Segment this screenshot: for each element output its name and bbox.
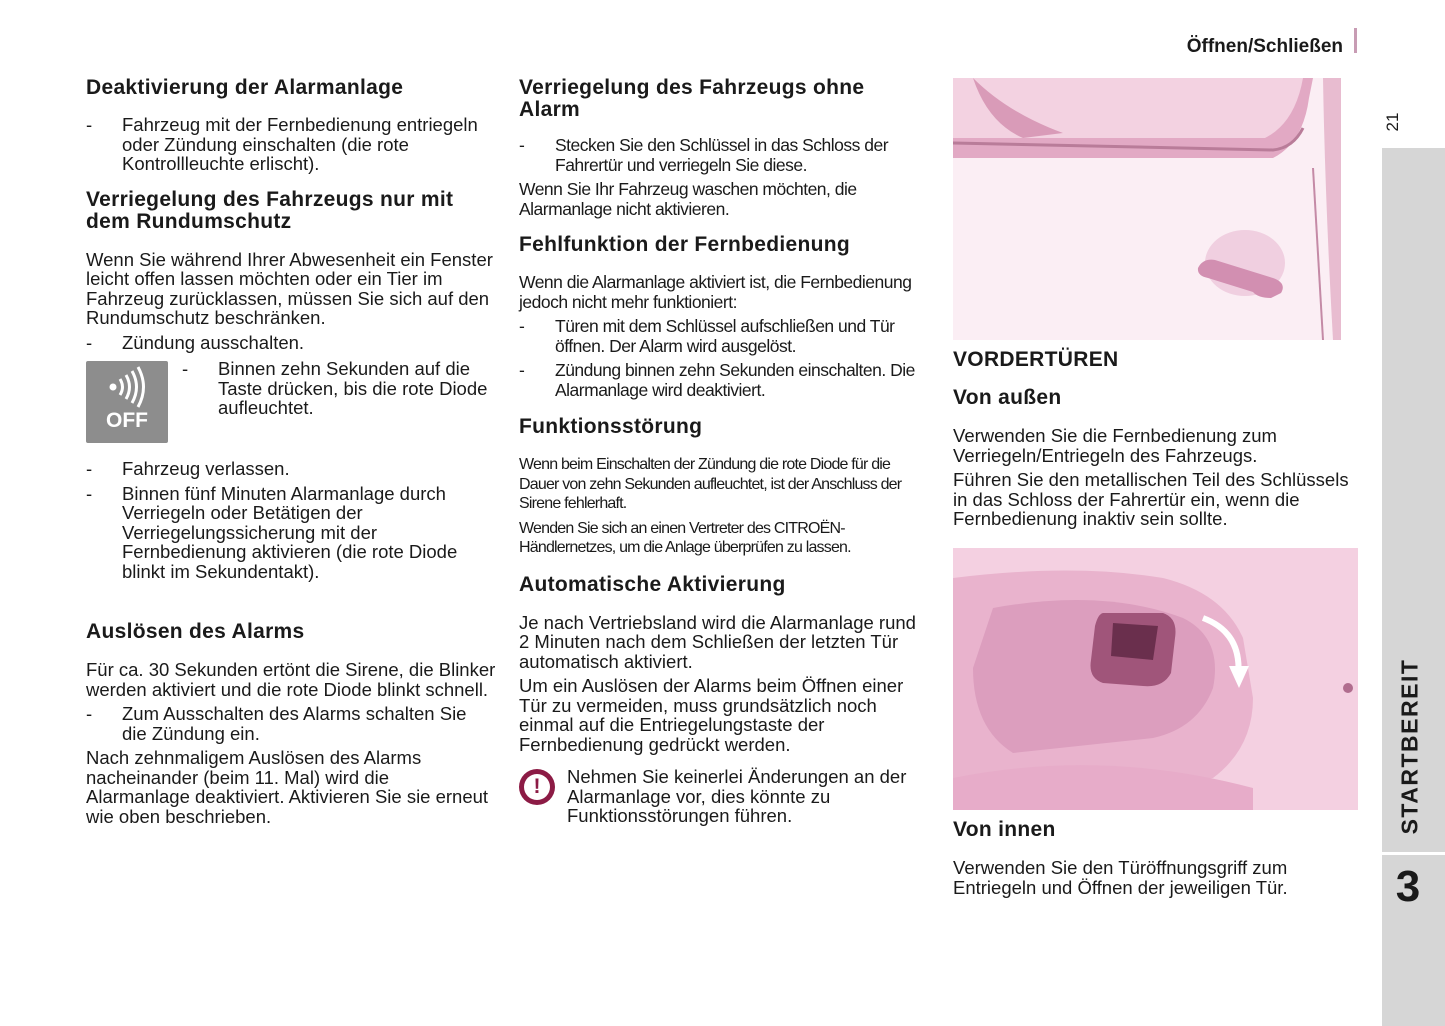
list-item: - Fahrzeug mit der Fernbedienung entriegeln oder Zündung einschalten (die rote Kontrollleuchte erlischt). — [86, 114, 478, 174]
heading-from-inside: Von innen — [953, 818, 1056, 841]
list-item: - Zum Ausschalten des Alarms schalten Sie die Zündung ein. — [86, 703, 467, 744]
paragraph: Verwenden Sie die Fernbedienung zum Verriegeln/Entriegeln des Fahrzeugs. — [953, 425, 1277, 466]
warning-icon: ! — [519, 769, 555, 805]
list-item: - Fahrzeug verlassen. — [86, 458, 290, 479]
chapter-label: STARTBEREIT — [1396, 658, 1423, 835]
heading-remote-fault: Fehlfunktion der Fernbedienung — [519, 233, 850, 256]
warning-text: Nehmen Sie keinerlei Änderungen an der Alarmanlage vor, dies könnte zu Funktionsstörungen führen. — [567, 766, 907, 826]
page-number: 21 — [1383, 112, 1402, 132]
paragraph: Für ca. 30 Sekunden ertönt die Sirene, die Blinker werden aktiviert und die rote Diode blinkt schnell. — [86, 659, 496, 700]
heading-front-doors: VORDERTÜREN — [953, 348, 1119, 371]
paragraph: Je nach Vertriebsland wird die Alarmanlage rund 2 Minuten nach dem Schließen der letzten Tür automatisch aktiviert. — [519, 611, 916, 672]
chapter-number: 3 — [1395, 862, 1421, 911]
list-item: - Zündung ausschalten. — [86, 331, 305, 353]
heading-auto-activation: Automatische Aktivierung — [519, 572, 786, 596]
warning-note — [519, 767, 929, 826]
column-middle — [519, 74, 929, 826]
list-item: - Zündung binnen zehn Sekunden einschalten. Die Alarmanlage wird deaktiviert. — [519, 360, 915, 400]
paragraph: Verwenden Sie den Türöffnungsgriff zum Entriegeln und Öffnen der jeweiligen Tür. — [953, 857, 1288, 898]
paragraph: Wenn beim Einschalten der Zündung die rote Diode für die Dauer von zehn Sekunden aufleuchtet, ist der Anschluss der Sirene fehlerhaft. — [519, 456, 902, 512]
paragraph: Wenden Sie sich an einen Vertreter des CITROËN-Händlernetzes, um die Anlage überprüfen zu lassen. — [519, 519, 851, 556]
paragraph: Wenn Sie während Ihrer Abwesenheit ein Fenster leicht offen lassen möchten oder ein Tier im Fahrzeug zurücklassen, müssen Sie sich auf den Rundumschutz beschränken. — [86, 248, 493, 328]
paragraph: Wenn Sie Ihr Fahrzeug waschen möchten, die Alarmanlage nicht aktivieren. — [519, 179, 857, 219]
door-interior-illustration — [953, 548, 1358, 810]
paragraph: Wenn die Alarmanlage aktiviert ist, die Fernbedienung jedoch nicht mehr funktioniert: — [519, 272, 912, 312]
heading-lock-without-alarm: Verriegelung des Fahrzeugs ohne Alarm — [519, 76, 865, 121]
door-exterior-illustration — [953, 78, 1341, 340]
list-item: - Binnen fünf Minuten Alarmanlage durch Verriegeln oder Betätigen der Verriegelungssicherung mit der Fernbedienung aktivieren (die rote Diode blinkt im Sekundentakt). — [86, 482, 458, 582]
heading-malfunction: Funktionsstörung — [519, 415, 703, 438]
heading-deactivation: Deaktivierung der Alarmanlage — [86, 76, 404, 99]
list-item: - Stecken Sie den Schlüssel in das Schloss der Fahrertür und verriegeln Sie diese. — [519, 135, 889, 175]
heading-from-outside: Von außen — [953, 386, 1062, 409]
column-left — [86, 74, 496, 826]
off-button-step — [86, 359, 496, 459]
heading-perimeter-lock: Verriegelung des Fahrzeugs nur mit dem Rundumschutz — [86, 187, 454, 233]
list-item: - Türen mit dem Schlüssel aufschließen und Tür öffnen. Der Alarm wird ausgelöst. — [519, 316, 895, 356]
section-header-title: Öffnen/Schließen — [1186, 36, 1343, 57]
header-divider — [1354, 28, 1357, 53]
signal-waves-icon — [86, 361, 168, 409]
alarm-off-button-icon: OFF — [86, 361, 168, 443]
list-item: - Binnen zehn Sekunden auf die Taste drücken, bis die rote Diode aufleuchtet. — [182, 358, 488, 418]
paragraph: Führen Sie den metallischen Teil des Schlüssels in das Schloss der Fahrertür ein, wenn die Fernbedienung inaktiv sein sollte. — [953, 469, 1349, 529]
paragraph: Um ein Auslösen der Alarms beim Öffnen einer Tür zu vermeiden, muss grundsätzlich noch einmal auf die Entriegelungstaste der Fernbedienung gedrückt werden. — [519, 675, 904, 755]
heading-alarm-trigger: Auslösen des Alarms — [86, 620, 305, 643]
paragraph: Nach zehnmaligem Auslösen des Alarms nacheinander (beim 11. Mal) wird die Alarmanlage deaktiviert. Aktivieren Sie sie erneut wie oben beschrieben. — [86, 747, 489, 827]
